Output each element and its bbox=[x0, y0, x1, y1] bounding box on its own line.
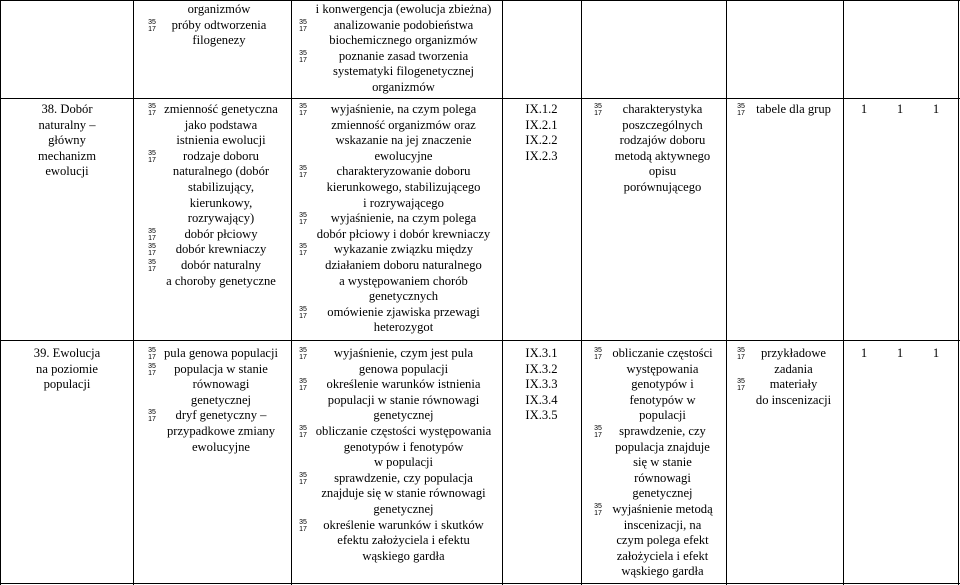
bullet-number-top: 35 bbox=[594, 347, 602, 354]
topic-line: próby odtworzenia bbox=[171, 17, 267, 32]
bullet-number-bottom: 17 bbox=[148, 416, 156, 424]
method-line: genetycznej bbox=[632, 486, 693, 501]
method-line: charakterystyka bbox=[622, 102, 703, 116]
col-divider-2 bbox=[291, 0, 292, 585]
method-line: rodzajów doboru bbox=[619, 133, 706, 148]
hours-value: 1 bbox=[932, 102, 940, 116]
topic-line: jako podstawa bbox=[184, 117, 258, 132]
bullet-number-top: 35 bbox=[148, 243, 156, 251]
requirement-line: wyjaśnienie, czym jest pula bbox=[333, 346, 474, 360]
topic-line: istnienia ewolucji bbox=[176, 133, 266, 148]
bullet-number-bottom: 17 bbox=[594, 354, 602, 361]
topic-line: genetycznej bbox=[190, 392, 252, 407]
hours-value: 1 bbox=[860, 346, 868, 360]
method-line: populacja znajduje bbox=[615, 439, 710, 454]
bullet-number-bottom: 17 bbox=[148, 234, 156, 242]
bullet-number-bottom: 17 bbox=[299, 172, 307, 180]
bullet-number-bottom: 17 bbox=[594, 432, 602, 439]
bullet-number-bottom: 17 bbox=[299, 110, 307, 117]
bullet-number-bottom: 17 bbox=[299, 25, 307, 33]
topic-line: dobór płciowy bbox=[184, 226, 258, 241]
curriculum-code: IX.3.2 bbox=[525, 361, 558, 376]
method-line: opisu bbox=[648, 164, 677, 179]
requirement-line: wyjaśnienie, na czym polega bbox=[330, 102, 477, 116]
requirement-line: organizmów bbox=[372, 80, 435, 94]
bullet-icon bbox=[735, 347, 747, 361]
topic-line: kierunkowy, bbox=[189, 195, 253, 210]
method-line: wąskiego gardła bbox=[621, 564, 704, 579]
col-divider-6 bbox=[843, 0, 844, 585]
materials-line: zadania bbox=[774, 361, 813, 376]
topic-line: stabilizujący, bbox=[188, 180, 254, 194]
bullet-number-top: 35 bbox=[299, 18, 307, 26]
bullet-icon bbox=[297, 378, 309, 392]
bullet-number-bottom: 17 bbox=[737, 110, 745, 117]
row-divider-top bbox=[0, 0, 960, 1]
bullet-icon bbox=[297, 347, 309, 361]
topic-line: filogenezy bbox=[192, 33, 246, 48]
materials-line: tabele dla grup bbox=[756, 102, 831, 116]
topic-line: ewolucyjne bbox=[191, 439, 251, 454]
topic-line: dryf genetyczny – bbox=[175, 408, 267, 423]
bullet-number-top: 35 bbox=[148, 149, 156, 157]
curriculum-code: IX.2.2 bbox=[525, 133, 558, 148]
curriculum-code: IX.3.5 bbox=[525, 408, 558, 423]
col-divider-1 bbox=[133, 0, 134, 585]
method-line: genotypów i bbox=[631, 377, 694, 392]
bullet-icon bbox=[297, 243, 309, 257]
topic-line: rozrywający) bbox=[187, 211, 255, 226]
method-line: obliczanie częstości bbox=[612, 346, 713, 360]
curriculum-code: IX.3.4 bbox=[525, 392, 558, 407]
row-divider-bottom bbox=[0, 583, 960, 584]
bullet-number-top: 35 bbox=[299, 378, 307, 386]
requirement-line: wskazanie na jej znaczenie bbox=[335, 133, 472, 148]
requirement-line: charakteryzowanie doboru bbox=[336, 164, 471, 179]
topic-line: przypadkowe zmiany bbox=[166, 424, 276, 438]
bullet-number-bottom: 17 bbox=[299, 312, 307, 320]
col-divider-0 bbox=[0, 0, 1, 585]
bullet-icon bbox=[297, 425, 309, 439]
requirement-line: wyjaśnienie, na czym polega bbox=[330, 211, 477, 226]
lesson-title-line: na poziomie bbox=[36, 361, 98, 376]
requirement-line: a występowaniem chorób bbox=[339, 273, 468, 288]
requirement-line: obliczanie częstości występowania bbox=[315, 424, 492, 438]
topic-line: rodzaje doboru bbox=[183, 148, 259, 163]
lesson-title-line: główny bbox=[48, 133, 86, 148]
bullet-number-bottom: 17 bbox=[148, 369, 156, 377]
topic-line: równowagi bbox=[192, 377, 250, 392]
bullet-number-bottom: 17 bbox=[148, 25, 156, 33]
lesson-title-line: 39. Ewolucja bbox=[33, 346, 101, 360]
materials-line: materiały bbox=[769, 377, 818, 392]
requirement-line: określenie warunków istnienia bbox=[326, 377, 481, 392]
bullet-icon bbox=[592, 425, 604, 439]
bullet-number-top: 35 bbox=[299, 212, 307, 220]
bullet-number-top: 35 bbox=[594, 503, 602, 510]
topic-line: pula genowa populacji bbox=[163, 346, 278, 360]
bullet-number-bottom: 17 bbox=[148, 156, 156, 164]
bullet-number-top: 35 bbox=[148, 409, 156, 417]
requirement-line: efektu założyciela i efektu bbox=[337, 533, 470, 548]
curriculum-code: IX.2.3 bbox=[525, 148, 558, 163]
hours-value: 1 bbox=[932, 346, 940, 360]
col-divider-3 bbox=[502, 0, 503, 585]
bullet-number-top: 35 bbox=[299, 471, 307, 479]
topic-line: dobór naturalny bbox=[180, 258, 262, 272]
bullet-number-top: 35 bbox=[737, 347, 745, 354]
topic-line: zmienność genetyczna bbox=[164, 102, 278, 116]
requirement-line: heterozygot bbox=[373, 320, 434, 335]
requirement-line: w populacji bbox=[373, 455, 434, 470]
bullet-number-bottom: 17 bbox=[737, 354, 745, 361]
requirement-line: genetycznych bbox=[368, 289, 439, 304]
requirement-line: wąskiego gardła bbox=[362, 548, 445, 563]
requirement-line: działaniem doboru naturalnego bbox=[325, 258, 482, 272]
hours-value: 1 bbox=[860, 102, 868, 116]
requirement-line: systematyki filogenetycznej bbox=[333, 64, 474, 79]
hours-value: 1 bbox=[896, 346, 904, 360]
bullet-number-top: 35 bbox=[299, 165, 307, 173]
bullet-number-bottom: 17 bbox=[594, 510, 602, 517]
requirement-line: i rozrywającego bbox=[363, 195, 444, 210]
topic-line: naturalnego (dobór bbox=[172, 164, 270, 179]
method-line: czym polega efekt bbox=[616, 533, 709, 548]
curriculum-code: IX.3.1 bbox=[525, 346, 558, 360]
col-divider-5 bbox=[726, 0, 727, 585]
requirement-line: sprawdzenie, czy populacja bbox=[334, 470, 473, 485]
curriculum-code: IX.1.2 bbox=[525, 102, 558, 116]
row-divider-2 bbox=[0, 340, 960, 341]
bullet-number-bottom: 17 bbox=[148, 110, 156, 117]
bullet-number-bottom: 17 bbox=[148, 266, 156, 273]
bullet-number-bottom: 17 bbox=[148, 250, 156, 258]
requirement-line: genetycznej bbox=[373, 502, 434, 516]
bullet-number-top: 35 bbox=[737, 103, 745, 110]
bullet-number-top: 35 bbox=[299, 518, 307, 526]
requirement-line: populacji w stanie równowagi bbox=[327, 392, 480, 407]
lesson-title-line: ewolucji bbox=[45, 164, 89, 179]
topic-line: organizmów bbox=[187, 2, 251, 16]
bullet-number-bottom: 17 bbox=[299, 432, 307, 439]
method-line: się w stanie bbox=[633, 455, 692, 470]
requirement-line: kierunkowego, stabilizującego bbox=[326, 180, 481, 194]
bullet-number-top: 35 bbox=[299, 305, 307, 313]
bullet-number-bottom: 17 bbox=[299, 525, 307, 533]
bullet-icon bbox=[297, 165, 309, 179]
bullet-icon bbox=[297, 472, 309, 486]
requirement-line: ewolucyjne bbox=[374, 148, 433, 163]
bullet-number-top: 35 bbox=[594, 103, 602, 110]
topic-line: dobór krewniaczy bbox=[175, 242, 267, 257]
requirement-line: genetycznej bbox=[373, 408, 434, 423]
bullet-number-bottom: 17 bbox=[148, 354, 156, 361]
bullet-number-top: 35 bbox=[299, 49, 307, 57]
bullet-number-top: 35 bbox=[299, 103, 307, 110]
requirement-line: i konwergencja (ewolucja zbieżna) bbox=[315, 2, 492, 16]
lesson-title-line: populacji bbox=[43, 377, 91, 392]
row-divider-1 bbox=[0, 98, 960, 99]
requirement-line: dobór płciowy i dobór krewniaczy bbox=[316, 226, 491, 241]
materials-line: przykładowe bbox=[760, 346, 827, 360]
method-line: sprawdzenie, czy bbox=[619, 424, 706, 438]
bullet-number-bottom: 17 bbox=[299, 354, 307, 361]
method-line: założyciela i efekt bbox=[616, 548, 709, 563]
bullet-number-top: 35 bbox=[148, 227, 156, 235]
curriculum-code: IX.3.3 bbox=[525, 377, 558, 392]
requirement-line: biochemicznego organizmów bbox=[329, 33, 478, 48]
requirement-line: zmienność organizmów oraz bbox=[331, 117, 476, 132]
requirement-line: wykazanie związku między bbox=[333, 242, 474, 257]
topic-line: a choroby genetyczne bbox=[166, 273, 276, 288]
requirement-line: znajduje się w stanie równowagi bbox=[321, 486, 486, 501]
bullet-number-bottom: 17 bbox=[299, 385, 307, 393]
bullet-icon bbox=[592, 347, 604, 361]
bullet-number-top: 35 bbox=[148, 259, 156, 266]
bullet-icon bbox=[735, 103, 747, 117]
bullet-number-top: 35 bbox=[737, 378, 745, 386]
bullet-number-top: 35 bbox=[148, 362, 156, 370]
method-line: inscenizacji, na bbox=[623, 517, 702, 532]
lesson-title-line: 38. Dobór bbox=[41, 102, 93, 116]
method-line: porównującego bbox=[623, 180, 702, 194]
requirement-line: genotypów i fenotypów bbox=[343, 439, 464, 454]
lesson-title-line: mechanizm bbox=[37, 148, 97, 163]
requirement-line: określenie warunków i skutków bbox=[323, 517, 484, 532]
method-line: występowania bbox=[626, 361, 699, 376]
bullet-number-top: 35 bbox=[299, 425, 307, 432]
bullet-number-top: 35 bbox=[594, 425, 602, 432]
materials-line: do inscenizacji bbox=[755, 392, 832, 407]
bullet-icon bbox=[297, 19, 309, 33]
col-divider-4 bbox=[581, 0, 582, 585]
bullet-icon bbox=[297, 519, 309, 533]
bullet-icon bbox=[735, 378, 747, 392]
method-line: wyjaśnienie metodą bbox=[612, 502, 713, 516]
method-line: fenotypów w bbox=[629, 392, 696, 407]
hours-value: 1 bbox=[896, 102, 904, 116]
bullet-icon bbox=[592, 503, 604, 517]
bullet-icon bbox=[592, 103, 604, 117]
bullet-number-bottom: 17 bbox=[299, 219, 307, 227]
bullet-icon bbox=[297, 306, 309, 320]
bullet-number-bottom: 17 bbox=[299, 250, 307, 258]
lesson-title-line: naturalny – bbox=[38, 117, 96, 132]
bullet-number-top: 35 bbox=[148, 347, 156, 354]
bullet-number-bottom: 17 bbox=[299, 56, 307, 64]
bullet-number-top: 35 bbox=[299, 347, 307, 354]
col-divider-7 bbox=[958, 0, 959, 585]
bullet-icon bbox=[297, 50, 309, 64]
curriculum-code: IX.2.1 bbox=[525, 117, 558, 132]
requirement-line: poznanie zasad tworzenia bbox=[338, 48, 469, 63]
bullet-number-bottom: 17 bbox=[299, 478, 307, 486]
method-line: metodą aktywnego bbox=[614, 148, 711, 163]
topic-line: populacja w stanie bbox=[174, 361, 268, 376]
bullet-icon bbox=[297, 212, 309, 226]
bullet-number-top: 35 bbox=[299, 243, 307, 251]
method-line: populacji bbox=[639, 408, 686, 423]
method-line: równowagi bbox=[634, 470, 691, 485]
requirement-line: genowa populacji bbox=[358, 361, 449, 376]
bullet-number-bottom: 17 bbox=[594, 110, 602, 117]
method-line: poszczególnych bbox=[622, 117, 703, 132]
bullet-number-top: 35 bbox=[148, 18, 156, 26]
bullet-icon bbox=[297, 103, 309, 117]
requirement-line: analizowanie podobieństwa bbox=[333, 17, 474, 32]
requirement-line: omówienie zjawiska przewagi bbox=[327, 304, 480, 319]
bullet-number-top: 35 bbox=[148, 103, 156, 110]
bullet-number-bottom: 17 bbox=[737, 385, 745, 393]
